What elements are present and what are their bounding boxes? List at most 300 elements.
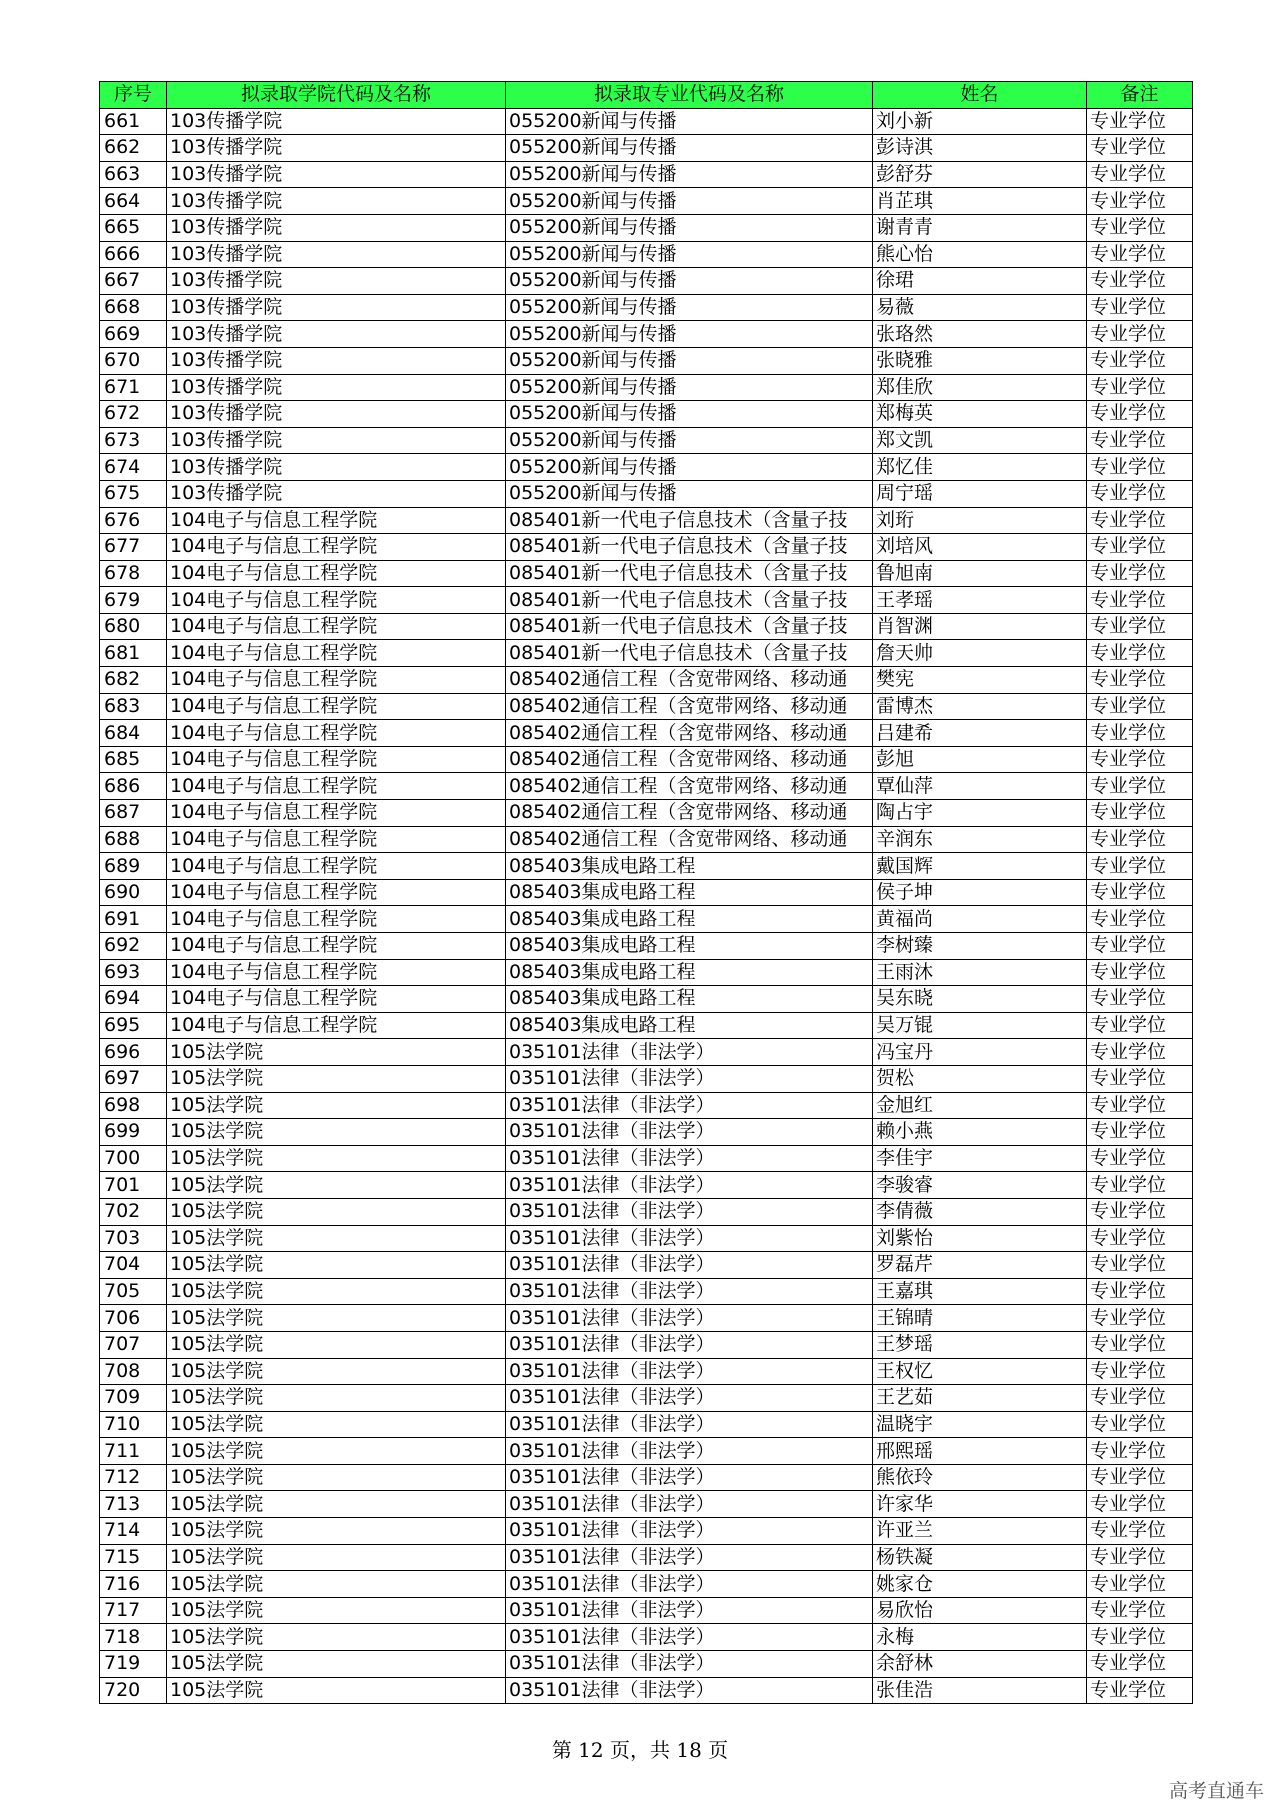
cell-college: 103传播学院 (167, 135, 506, 162)
cell-major: 035101法律（非法学） (506, 1278, 873, 1305)
cell-major: 035101法律（非法学） (506, 1305, 873, 1332)
cell-index: 663 (100, 161, 167, 188)
cell-note: 专业学位 (1087, 1597, 1193, 1624)
table-row (100, 1225, 1193, 1252)
cell-major: 085403集成电路工程 (506, 1012, 873, 1039)
cell-index: 672 (100, 401, 167, 428)
cell-note: 专业学位 (1087, 347, 1193, 374)
table-row (100, 587, 1193, 614)
cell-major: 055200新闻与传播 (506, 108, 873, 135)
cell-name: 刘珩 (873, 507, 1087, 534)
cell-major: 035101法律（非法学） (506, 1092, 873, 1119)
cell-college: 104电子与信息工程学院 (167, 800, 506, 827)
cell-index: 715 (100, 1544, 167, 1571)
cell-name: 张珞然 (873, 321, 1087, 348)
cell-index: 694 (100, 986, 167, 1013)
cell-major: 035101法律（非法学） (506, 1438, 873, 1465)
cell-note: 专业学位 (1087, 826, 1193, 853)
cell-major: 055200新闻与传播 (506, 188, 873, 215)
cell-note: 专业学位 (1087, 161, 1193, 188)
cell-note: 专业学位 (1087, 534, 1193, 561)
table-row (100, 161, 1193, 188)
cell-note: 专业学位 (1087, 374, 1193, 401)
cell-major: 085403集成电路工程 (506, 959, 873, 986)
cell-index: 708 (100, 1358, 167, 1385)
header-index: 序号 (100, 82, 167, 109)
page-footer: 第 12 页，共 18 页 (551, 1738, 729, 1762)
cell-major: 055200新闻与传播 (506, 347, 873, 374)
cell-index: 666 (100, 241, 167, 268)
admission-list-table (99, 81, 1193, 1704)
cell-name: 吴万锟 (873, 1012, 1087, 1039)
cell-college: 105法学院 (167, 1571, 506, 1598)
cell-name: 张佳浩 (873, 1677, 1087, 1704)
cell-name: 王艺茹 (873, 1385, 1087, 1412)
cell-index: 688 (100, 826, 167, 853)
cell-college: 104电子与信息工程学院 (167, 959, 506, 986)
cell-note: 专业学位 (1087, 693, 1193, 720)
cell-major: 055200新闻与传播 (506, 135, 873, 162)
cell-note: 专业学位 (1087, 853, 1193, 880)
cell-college: 105法学院 (167, 1491, 506, 1518)
cell-note: 专业学位 (1087, 1438, 1193, 1465)
cell-college: 104电子与信息工程学院 (167, 720, 506, 747)
cell-note: 专业学位 (1087, 773, 1193, 800)
cell-note: 专业学位 (1087, 1651, 1193, 1678)
cell-name: 彭诗淇 (873, 135, 1087, 162)
cell-index: 703 (100, 1225, 167, 1252)
cell-name: 熊依玲 (873, 1464, 1087, 1491)
cell-name: 侯子坤 (873, 879, 1087, 906)
cell-note: 专业学位 (1087, 454, 1193, 481)
cell-college: 104电子与信息工程学院 (167, 933, 506, 960)
cell-major: 085402通信工程（含宽带网络、移动通 (506, 720, 873, 747)
table-row (100, 1571, 1193, 1598)
cell-index: 699 (100, 1119, 167, 1146)
cell-index: 720 (100, 1677, 167, 1704)
cell-name: 刘培风 (873, 534, 1087, 561)
table-row (100, 853, 1193, 880)
cell-note: 专业学位 (1087, 1305, 1193, 1332)
cell-index: 713 (100, 1491, 167, 1518)
cell-name: 樊宪 (873, 667, 1087, 694)
cell-note: 专业学位 (1087, 720, 1193, 747)
table-row (100, 1385, 1193, 1412)
cell-college: 103传播学院 (167, 454, 506, 481)
cell-index: 707 (100, 1331, 167, 1358)
cell-index: 689 (100, 853, 167, 880)
table-row (100, 1012, 1193, 1039)
table-row (100, 693, 1193, 720)
cell-college: 103传播学院 (167, 188, 506, 215)
cell-index: 700 (100, 1145, 167, 1172)
table-row (100, 1119, 1193, 1146)
table-row (100, 321, 1193, 348)
cell-index: 710 (100, 1411, 167, 1438)
cell-major: 085402通信工程（含宽带网络、移动通 (506, 746, 873, 773)
cell-name: 许家华 (873, 1491, 1087, 1518)
cell-note: 专业学位 (1087, 1252, 1193, 1279)
cell-college: 103传播学院 (167, 214, 506, 241)
cell-major: 055200新闻与传播 (506, 427, 873, 454)
cell-major: 055200新闻与传播 (506, 374, 873, 401)
cell-college: 104电子与信息工程学院 (167, 667, 506, 694)
cell-college: 104电子与信息工程学院 (167, 746, 506, 773)
cell-index: 714 (100, 1518, 167, 1545)
cell-index: 671 (100, 374, 167, 401)
cell-note: 专业学位 (1087, 480, 1193, 507)
cell-note: 专业学位 (1087, 1225, 1193, 1252)
cell-college: 105法学院 (167, 1651, 506, 1678)
cell-note: 专业学位 (1087, 933, 1193, 960)
cell-major: 085401新一代电子信息技术（含量子技 (506, 507, 873, 534)
cell-college: 104电子与信息工程学院 (167, 693, 506, 720)
cell-college: 103传播学院 (167, 427, 506, 454)
cell-college: 104电子与信息工程学院 (167, 640, 506, 667)
table-row (100, 1305, 1193, 1332)
cell-index: 716 (100, 1571, 167, 1598)
cell-college: 104电子与信息工程学院 (167, 613, 506, 640)
cell-index: 661 (100, 108, 167, 135)
cell-note: 专业学位 (1087, 108, 1193, 135)
cell-major: 035101法律（非法学） (506, 1198, 873, 1225)
cell-name: 詹天帅 (873, 640, 1087, 667)
cell-note: 专业学位 (1087, 1039, 1193, 1066)
cell-note: 专业学位 (1087, 1544, 1193, 1571)
table-row (100, 986, 1193, 1013)
cell-index: 685 (100, 746, 167, 773)
cell-major: 035101法律（非法学） (506, 1172, 873, 1199)
cell-name: 李骏睿 (873, 1172, 1087, 1199)
cell-note: 专业学位 (1087, 241, 1193, 268)
cell-note: 专业学位 (1087, 135, 1193, 162)
table-row (100, 560, 1193, 587)
cell-college: 105法学院 (167, 1438, 506, 1465)
cell-name: 王雨沐 (873, 959, 1087, 986)
header-name: 姓名 (873, 82, 1087, 109)
cell-name: 余舒林 (873, 1651, 1087, 1678)
cell-index: 711 (100, 1438, 167, 1465)
cell-note: 专业学位 (1087, 507, 1193, 534)
cell-index: 677 (100, 534, 167, 561)
cell-note: 专业学位 (1087, 1518, 1193, 1545)
cell-name: 吕建希 (873, 720, 1087, 747)
table-row (100, 906, 1193, 933)
cell-name: 刘紫怡 (873, 1225, 1087, 1252)
cell-note: 专业学位 (1087, 321, 1193, 348)
cell-major: 055200新闻与传播 (506, 321, 873, 348)
table-row (100, 1464, 1193, 1491)
cell-index: 662 (100, 135, 167, 162)
table-row (100, 1358, 1193, 1385)
cell-note: 专业学位 (1087, 906, 1193, 933)
cell-note: 专业学位 (1087, 1092, 1193, 1119)
cell-index: 697 (100, 1065, 167, 1092)
table-row (100, 1491, 1193, 1518)
cell-major: 055200新闻与传播 (506, 294, 873, 321)
cell-name: 刘小新 (873, 108, 1087, 135)
cell-college: 103传播学院 (167, 161, 506, 188)
table-row (100, 933, 1193, 960)
cell-major: 035101法律（非法学） (506, 1651, 873, 1678)
cell-major: 085403集成电路工程 (506, 986, 873, 1013)
cell-name: 黄福尚 (873, 906, 1087, 933)
table-row (100, 347, 1193, 374)
cell-college: 104电子与信息工程学院 (167, 906, 506, 933)
cell-note: 专业学位 (1087, 1198, 1193, 1225)
cell-index: 686 (100, 773, 167, 800)
cell-major: 085401新一代电子信息技术（含量子技 (506, 587, 873, 614)
cell-major: 035101法律（非法学） (506, 1358, 873, 1385)
table-row (100, 534, 1193, 561)
table-row (100, 507, 1193, 534)
cell-index: 696 (100, 1039, 167, 1066)
cell-index: 680 (100, 613, 167, 640)
table-row (100, 1518, 1193, 1545)
cell-name: 雷博杰 (873, 693, 1087, 720)
cell-major: 035101法律（非法学） (506, 1491, 873, 1518)
cell-college: 105法学院 (167, 1385, 506, 1412)
cell-college: 103传播学院 (167, 268, 506, 295)
table-row (100, 640, 1193, 667)
cell-major: 085403集成电路工程 (506, 906, 873, 933)
table-row (100, 773, 1193, 800)
table-row (100, 1597, 1193, 1624)
cell-name: 王锦晴 (873, 1305, 1087, 1332)
cell-major: 035101法律（非法学） (506, 1624, 873, 1651)
table-row (100, 746, 1193, 773)
cell-college: 104电子与信息工程学院 (167, 560, 506, 587)
cell-major: 055200新闻与传播 (506, 480, 873, 507)
cell-college: 105法学院 (167, 1597, 506, 1624)
table-row (100, 401, 1193, 428)
cell-note: 专业学位 (1087, 401, 1193, 428)
cell-name: 李佳宇 (873, 1145, 1087, 1172)
cell-name: 许亚兰 (873, 1518, 1087, 1545)
cell-note: 专业学位 (1087, 613, 1193, 640)
cell-major: 085402通信工程（含宽带网络、移动通 (506, 693, 873, 720)
cell-name: 李倩薇 (873, 1198, 1087, 1225)
cell-college: 105法学院 (167, 1358, 506, 1385)
table-row (100, 1544, 1193, 1571)
cell-major: 055200新闻与传播 (506, 268, 873, 295)
cell-note: 专业学位 (1087, 1385, 1193, 1412)
table-row (100, 374, 1193, 401)
cell-college: 103传播学院 (167, 480, 506, 507)
header-college: 拟录取学院代码及名称 (167, 82, 506, 109)
cell-college: 105法学院 (167, 1331, 506, 1358)
cell-college: 105法学院 (167, 1252, 506, 1279)
cell-index: 669 (100, 321, 167, 348)
cell-index: 673 (100, 427, 167, 454)
cell-note: 专业学位 (1087, 587, 1193, 614)
cell-major: 035101法律（非法学） (506, 1385, 873, 1412)
table-row (100, 1172, 1193, 1199)
table-row (100, 667, 1193, 694)
table-row (100, 613, 1193, 640)
cell-name: 易欣怡 (873, 1597, 1087, 1624)
cell-index: 665 (100, 214, 167, 241)
cell-note: 专业学位 (1087, 294, 1193, 321)
cell-college: 105法学院 (167, 1464, 506, 1491)
cell-index: 693 (100, 959, 167, 986)
cell-major: 085401新一代电子信息技术（含量子技 (506, 534, 873, 561)
cell-index: 706 (100, 1305, 167, 1332)
cell-note: 专业学位 (1087, 1677, 1193, 1704)
header-note: 备注 (1087, 82, 1193, 109)
cell-index: 674 (100, 454, 167, 481)
cell-major: 085402通信工程（含宽带网络、移动通 (506, 667, 873, 694)
cell-note: 专业学位 (1087, 1411, 1193, 1438)
cell-name: 张晓雅 (873, 347, 1087, 374)
table-row (100, 1411, 1193, 1438)
cell-major: 035101法律（非法学） (506, 1597, 873, 1624)
cell-name: 谢青青 (873, 214, 1087, 241)
cell-note: 专业学位 (1087, 959, 1193, 986)
cell-college: 105法学院 (167, 1278, 506, 1305)
cell-major: 035101法律（非法学） (506, 1411, 873, 1438)
cell-major: 085401新一代电子信息技术（含量子技 (506, 640, 873, 667)
cell-index: 678 (100, 560, 167, 587)
cell-name: 吴东晓 (873, 986, 1087, 1013)
cell-major: 035101法律（非法学） (506, 1331, 873, 1358)
cell-index: 719 (100, 1651, 167, 1678)
cell-index: 717 (100, 1597, 167, 1624)
cell-name: 郑佳欣 (873, 374, 1087, 401)
watermark: 高考直通车 (1168, 1780, 1264, 1802)
cell-major: 055200新闻与传播 (506, 401, 873, 428)
cell-index: 684 (100, 720, 167, 747)
cell-name: 赖小燕 (873, 1119, 1087, 1146)
table-row (100, 1065, 1193, 1092)
table-row (100, 1677, 1193, 1704)
cell-major: 055200新闻与传播 (506, 241, 873, 268)
cell-major: 035101法律（非法学） (506, 1464, 873, 1491)
table-row (100, 214, 1193, 241)
cell-index: 687 (100, 800, 167, 827)
cell-major: 055200新闻与传播 (506, 214, 873, 241)
cell-name: 温晓宇 (873, 1411, 1087, 1438)
cell-college: 103传播学院 (167, 401, 506, 428)
table-row (100, 1651, 1193, 1678)
cell-name: 永梅 (873, 1624, 1087, 1651)
cell-index: 712 (100, 1464, 167, 1491)
cell-college: 105法学院 (167, 1518, 506, 1545)
cell-note: 专业学位 (1087, 1464, 1193, 1491)
cell-college: 104电子与信息工程学院 (167, 773, 506, 800)
cell-college: 103传播学院 (167, 374, 506, 401)
cell-note: 专业学位 (1087, 746, 1193, 773)
table-row (100, 826, 1193, 853)
cell-index: 709 (100, 1385, 167, 1412)
cell-index: 676 (100, 507, 167, 534)
cell-major: 035101法律（非法学） (506, 1225, 873, 1252)
cell-note: 专业学位 (1087, 1278, 1193, 1305)
cell-college: 105法学院 (167, 1119, 506, 1146)
cell-name: 鲁旭南 (873, 560, 1087, 587)
cell-note: 专业学位 (1087, 879, 1193, 906)
header-row (100, 82, 1193, 109)
cell-major: 035101法律（非法学） (506, 1252, 873, 1279)
cell-name: 杨铁凝 (873, 1544, 1087, 1571)
cell-index: 718 (100, 1624, 167, 1651)
cell-college: 105法学院 (167, 1065, 506, 1092)
cell-name: 王嘉琪 (873, 1278, 1087, 1305)
cell-college: 104电子与信息工程学院 (167, 1012, 506, 1039)
cell-name: 彭旭 (873, 746, 1087, 773)
cell-college: 105法学院 (167, 1305, 506, 1332)
cell-index: 664 (100, 188, 167, 215)
cell-name: 王梦瑶 (873, 1331, 1087, 1358)
cell-note: 专业学位 (1087, 1624, 1193, 1651)
table-row (100, 879, 1193, 906)
cell-name: 冯宝丹 (873, 1039, 1087, 1066)
cell-note: 专业学位 (1087, 188, 1193, 215)
cell-note: 专业学位 (1087, 1145, 1193, 1172)
cell-note: 专业学位 (1087, 268, 1193, 295)
cell-college: 104电子与信息工程学院 (167, 879, 506, 906)
cell-note: 专业学位 (1087, 1012, 1193, 1039)
cell-major: 035101法律（非法学） (506, 1677, 873, 1704)
cell-college: 103传播学院 (167, 108, 506, 135)
cell-note: 专业学位 (1087, 427, 1193, 454)
cell-note: 专业学位 (1087, 986, 1193, 1013)
cell-major: 085401新一代电子信息技术（含量子技 (506, 613, 873, 640)
cell-note: 专业学位 (1087, 1119, 1193, 1146)
cell-name: 邢熙瑶 (873, 1438, 1087, 1465)
cell-name: 王孝瑶 (873, 587, 1087, 614)
cell-name: 辛润东 (873, 826, 1087, 853)
table-row (100, 1252, 1193, 1279)
cell-name: 徐珺 (873, 268, 1087, 295)
cell-index: 670 (100, 347, 167, 374)
cell-index: 702 (100, 1198, 167, 1225)
cell-college: 103传播学院 (167, 321, 506, 348)
cell-college: 105法学院 (167, 1039, 506, 1066)
cell-note: 专业学位 (1087, 1358, 1193, 1385)
cell-college: 104电子与信息工程学院 (167, 986, 506, 1013)
table-row (100, 1092, 1193, 1119)
cell-name: 彭舒芬 (873, 161, 1087, 188)
cell-name: 陶占宇 (873, 800, 1087, 827)
cell-college: 103传播学院 (167, 241, 506, 268)
cell-college: 105法学院 (167, 1411, 506, 1438)
table-row (100, 1331, 1193, 1358)
cell-major: 085403集成电路工程 (506, 853, 873, 880)
cell-index: 682 (100, 667, 167, 694)
cell-index: 683 (100, 693, 167, 720)
cell-name: 李树臻 (873, 933, 1087, 960)
cell-index: 691 (100, 906, 167, 933)
cell-college: 104电子与信息工程学院 (167, 507, 506, 534)
cell-major: 035101法律（非法学） (506, 1145, 873, 1172)
cell-name: 金旭红 (873, 1092, 1087, 1119)
cell-major: 035101法律（非法学） (506, 1039, 873, 1066)
header-major: 拟录取专业代码及名称 (506, 82, 873, 109)
cell-college: 105法学院 (167, 1172, 506, 1199)
cell-name: 熊心怡 (873, 241, 1087, 268)
cell-note: 专业学位 (1087, 800, 1193, 827)
table-row (100, 1039, 1193, 1066)
cell-name: 贺松 (873, 1065, 1087, 1092)
cell-index: 695 (100, 1012, 167, 1039)
cell-index: 681 (100, 640, 167, 667)
cell-major: 085403集成电路工程 (506, 933, 873, 960)
cell-major: 085402通信工程（含宽带网络、移动通 (506, 826, 873, 853)
cell-note: 专业学位 (1087, 640, 1193, 667)
cell-name: 郑文凯 (873, 427, 1087, 454)
table-row (100, 454, 1193, 481)
